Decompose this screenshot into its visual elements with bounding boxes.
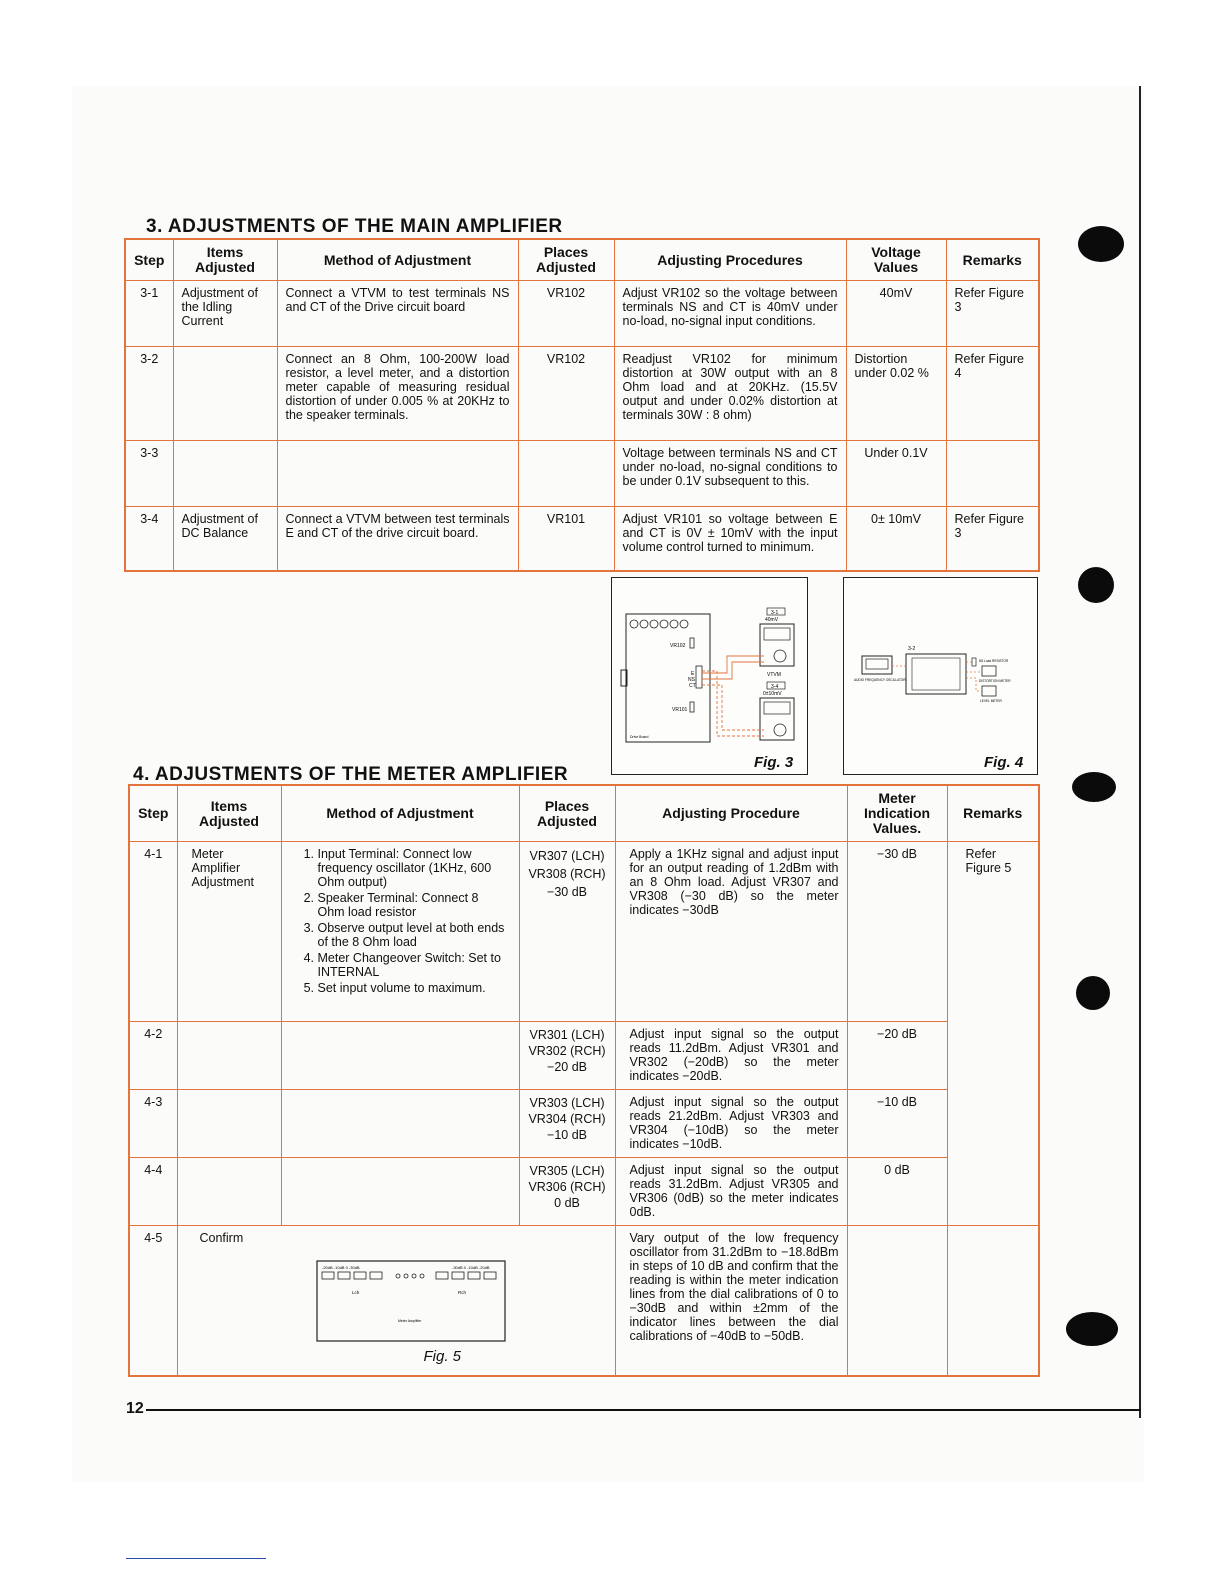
label-load: 8Ω Load RESISTOR <box>979 659 1009 663</box>
label-distortion: DISTORTION METER <box>979 679 1011 683</box>
figure-3 <box>611 577 808 775</box>
procedure-cell: Adjust VR101 so voltage between E and CT is 0V ± 10mV with the input volume control turned to minimum. <box>614 507 846 571</box>
figure-4-diagram <box>844 578 1037 774</box>
method-cell: Connect a VTVM between test terminals E and CT of the drive circuit board. <box>277 507 518 571</box>
header-items: Items Adjusted <box>177 785 281 842</box>
label-e: E <box>691 671 695 677</box>
figure-5-diagram <box>316 1260 506 1344</box>
method-cell <box>281 1022 519 1090</box>
fig5-title: Meter Amplifier <box>397 1319 421 1323</box>
remarks-cell: Refer Figure 5 <box>947 842 1039 1226</box>
place-cell: VR102 <box>518 281 614 347</box>
procedure-cell: Adjust input signal so the output reads 21.2dBm. Adjust VR303 and VR304 (−10dB) so the meter indicates −10dB. <box>615 1090 847 1158</box>
table-row <box>129 1158 1039 1226</box>
item-confirm: Confirm <box>199 1231 244 1245</box>
item-cell <box>177 1158 281 1226</box>
header-procedures: Adjusting Procedures <box>614 239 846 281</box>
label-level: LEVEL METER <box>980 699 1002 703</box>
header-places: Places Adjusted <box>519 785 615 842</box>
method-step: 2. Speaker Terminal: Connect 8 Ohm load resistor <box>318 891 505 919</box>
figure-3-caption: Fig. 3 <box>754 754 794 771</box>
place-db: −10 dB <box>547 1128 587 1142</box>
method-cell: Connect an 8 Ohm, 100-200W load resistor, a level meter, and a distortion meter capable of measuring residual distortion of under 0.005 % at 20KHz to the speaker terminals. <box>277 347 518 441</box>
page-edge-line <box>1139 86 1141 1418</box>
procedure-cell: Adjust input signal so the output reads 31.2dBm. Adjust VR305 and VR306 (0dB) so the meter indicates 0dB. <box>615 1158 847 1226</box>
procedure-cell: Adjust VR102 so the voltage between terminals NS and CT is 40mV under no-load, no-signal input conditions. <box>614 281 846 347</box>
method-step: 4. Meter Changeover Switch: Set to INTERNAL <box>318 951 505 979</box>
table-row <box>125 441 1039 507</box>
label-vr101: VR101 <box>672 707 688 713</box>
label-0-10mv: 0±10mV <box>763 691 782 697</box>
method-cell <box>277 441 518 507</box>
item-cell <box>177 1090 281 1158</box>
section-3-title: 3. ADJUSTMENTS OF THE MAIN AMPLIFIER <box>146 216 563 237</box>
place-cell <box>519 1022 615 1090</box>
procedure-cell: Voltage between terminals NS and CT under no-load, no-signal conditions to be under 0.1V subsequent to this. <box>614 441 846 507</box>
place-lch: VR305 (LCH) <box>529 1164 605 1178</box>
table-row <box>125 507 1039 571</box>
step-cell: 3-4 <box>125 507 173 571</box>
figure-5-caption: Fig. 5 <box>423 1348 462 1365</box>
value-cell <box>847 1226 947 1376</box>
procedure-cell: Apply a 1KHz signal and adjust input for an output reading of 1.2dBm with an 8 Ohm load. Adjust VR307 and VR308 (−30 dB) so the meter indicates −30dB <box>615 842 847 1022</box>
step-cell: 4-3 <box>129 1090 177 1158</box>
place-rch: VR306 (RCH) <box>528 1180 606 1194</box>
header-method: Method of Adjustment <box>281 785 519 842</box>
label-oscillator: AUDIO FREQUENCY OSCILLATOR <box>854 678 906 682</box>
step-cell: 3-3 <box>125 441 173 507</box>
step-cell: 4-2 <box>129 1022 177 1090</box>
label-step-3-4: 3-4 <box>771 684 779 690</box>
label-vr102: VR102 <box>670 643 686 649</box>
procedure-cell: Adjust input signal so the output reads 11.2dBm. Adjust VR301 and VR302 (−20dB) so the meter indicates −20dB. <box>615 1022 847 1090</box>
method-cell: Connect a VTVM to test terminals NS and CT of the Drive circuit board <box>277 281 518 347</box>
place-cell: VR101 <box>518 507 614 571</box>
remarks-cell <box>946 441 1039 507</box>
header-remarks: Remarks <box>946 239 1039 281</box>
header-places: Places Adjusted <box>518 239 614 281</box>
place-rch: VR302 (RCH) <box>528 1044 606 1058</box>
method-step: 1. Input Terminal: Connect low frequency oscillator (1KHz, 600 Ohm output) <box>318 847 505 889</box>
table-row <box>129 1226 1039 1376</box>
binder-hole <box>1066 1312 1118 1346</box>
place-db: −20 dB <box>547 1060 587 1074</box>
label-drive-board: Drive Board <box>630 735 649 739</box>
header-step: Step <box>129 785 177 842</box>
section-4-title: 4. ADJUSTMENTS OF THE METER AMPLIFIER <box>133 764 569 785</box>
remarks-cell: Refer Figure 3 <box>946 507 1039 571</box>
place-cell <box>519 1090 615 1158</box>
procedure-cell: Vary output of the low frequency oscillator from 31.2dBm to −18.8dBm in steps of 10 dB and confirm that the reading is within the meter indication lines from the dial calibrations of 0 to −30dB and within ±2mm of the indicator lines between the dial calibrations of −40dB to −50dB. <box>615 1226 847 1376</box>
step-cell: 3-1 <box>125 281 173 347</box>
method-step: 3. Observe output level at both ends of the 8 Ohm load <box>318 921 505 949</box>
fig5-right-scale: -30dB 0 -10dB -20dB <box>451 1265 490 1270</box>
item-cell <box>173 441 277 507</box>
step-cell: 3-2 <box>125 347 173 441</box>
item-cell <box>177 1022 281 1090</box>
header-remarks: Remarks <box>947 785 1039 842</box>
footer-link-line <box>126 1558 266 1559</box>
figure-3-diagram <box>612 578 807 774</box>
binder-hole <box>1078 226 1124 262</box>
header-procedure: Adjusting Procedure <box>615 785 847 842</box>
table-row <box>129 1022 1039 1090</box>
value-cell: −10 dB <box>847 1090 947 1158</box>
header-voltage: Voltage Values <box>846 239 946 281</box>
place-rch: VR304 (RCH) <box>528 1112 606 1126</box>
label-step-3-1: 3-1 <box>771 610 779 616</box>
fig5-left-scale: -20dB -10dB 0 -30dB <box>321 1265 360 1270</box>
figure-4-caption: Fig. 4 <box>984 754 1024 771</box>
footer-rule <box>146 1409 1141 1411</box>
figure-4 <box>843 577 1038 775</box>
label-ns: NS <box>688 677 695 683</box>
header-step: Step <box>125 239 173 281</box>
meter-amplifier-table <box>128 784 1040 1377</box>
method-step: 5. Set input volume to maximum. <box>318 981 505 995</box>
value-cell: 0 dB <box>847 1158 947 1226</box>
place-db: 0 dB <box>554 1196 580 1210</box>
table-row <box>125 281 1039 347</box>
label-vtvm: VTVM <box>767 672 781 678</box>
label-40mv: 40mV <box>765 617 779 623</box>
value-cell: Under 0.1V <box>846 441 946 507</box>
method-cell <box>281 842 519 1022</box>
fig5-rch: Rch <box>457 1290 466 1295</box>
table-row <box>129 842 1039 1022</box>
page-number: 12 <box>126 1400 144 1417</box>
procedure-cell: Readjust VR102 for minimum distortion at 30W output with an 8 Ohm load and at 20KHz. (15.5V output and under 0.02% distortion at terminals 30W : 8 ohm) <box>614 347 846 441</box>
table-row <box>129 1090 1039 1158</box>
value-cell: Distortion under 0.02 % <box>846 347 946 441</box>
header-items: Items Adjusted <box>173 239 277 281</box>
remarks-cell: Refer Figure 4 <box>946 347 1039 441</box>
value-cell: −20 dB <box>847 1022 947 1090</box>
label-ct: CT <box>689 683 696 689</box>
step-cell: 4-1 <box>129 842 177 1022</box>
place-rch: VR308 (RCH) <box>528 867 606 881</box>
place-lch: VR303 (LCH) <box>529 1096 605 1110</box>
place-lch: VR307 (LCH) <box>529 849 605 863</box>
table-row <box>125 347 1039 441</box>
place-cell <box>519 842 615 1022</box>
header-meter-values: Meter Indication Values. <box>847 785 947 842</box>
value-cell: 40mV <box>846 281 946 347</box>
method-steps-list <box>298 847 505 995</box>
remarks-cell: Refer Figure 3 <box>946 281 1039 347</box>
item-cell: Meter Amplifier Adjustment <box>177 842 281 1022</box>
binder-hole <box>1078 567 1114 603</box>
place-lch: VR301 (LCH) <box>529 1028 605 1042</box>
header-method: Method of Adjustment <box>277 239 518 281</box>
method-cell <box>281 1158 519 1226</box>
place-db: −30 dB <box>547 885 587 899</box>
step-cell: 4-4 <box>129 1158 177 1226</box>
label-step-3-2: 3-2 <box>908 646 916 652</box>
place-cell <box>519 1158 615 1226</box>
main-amplifier-table <box>124 238 1040 572</box>
remarks-cell <box>947 1226 1039 1376</box>
item-cell: Adjustment of the Idling Current <box>173 281 277 347</box>
method-cell <box>281 1090 519 1158</box>
value-cell: 0± 10mV <box>846 507 946 571</box>
item-cell: Adjustment of DC Balance <box>173 507 277 571</box>
place-cell: VR102 <box>518 347 614 441</box>
step-cell: 4-5 <box>129 1226 177 1376</box>
confirm-cell <box>177 1226 615 1376</box>
binder-hole <box>1076 976 1110 1010</box>
item-cell <box>173 347 277 441</box>
fig5-lch: Lch <box>351 1290 359 1295</box>
place-cell <box>518 441 614 507</box>
value-cell: −30 dB <box>847 842 947 1022</box>
binder-hole <box>1072 772 1116 802</box>
